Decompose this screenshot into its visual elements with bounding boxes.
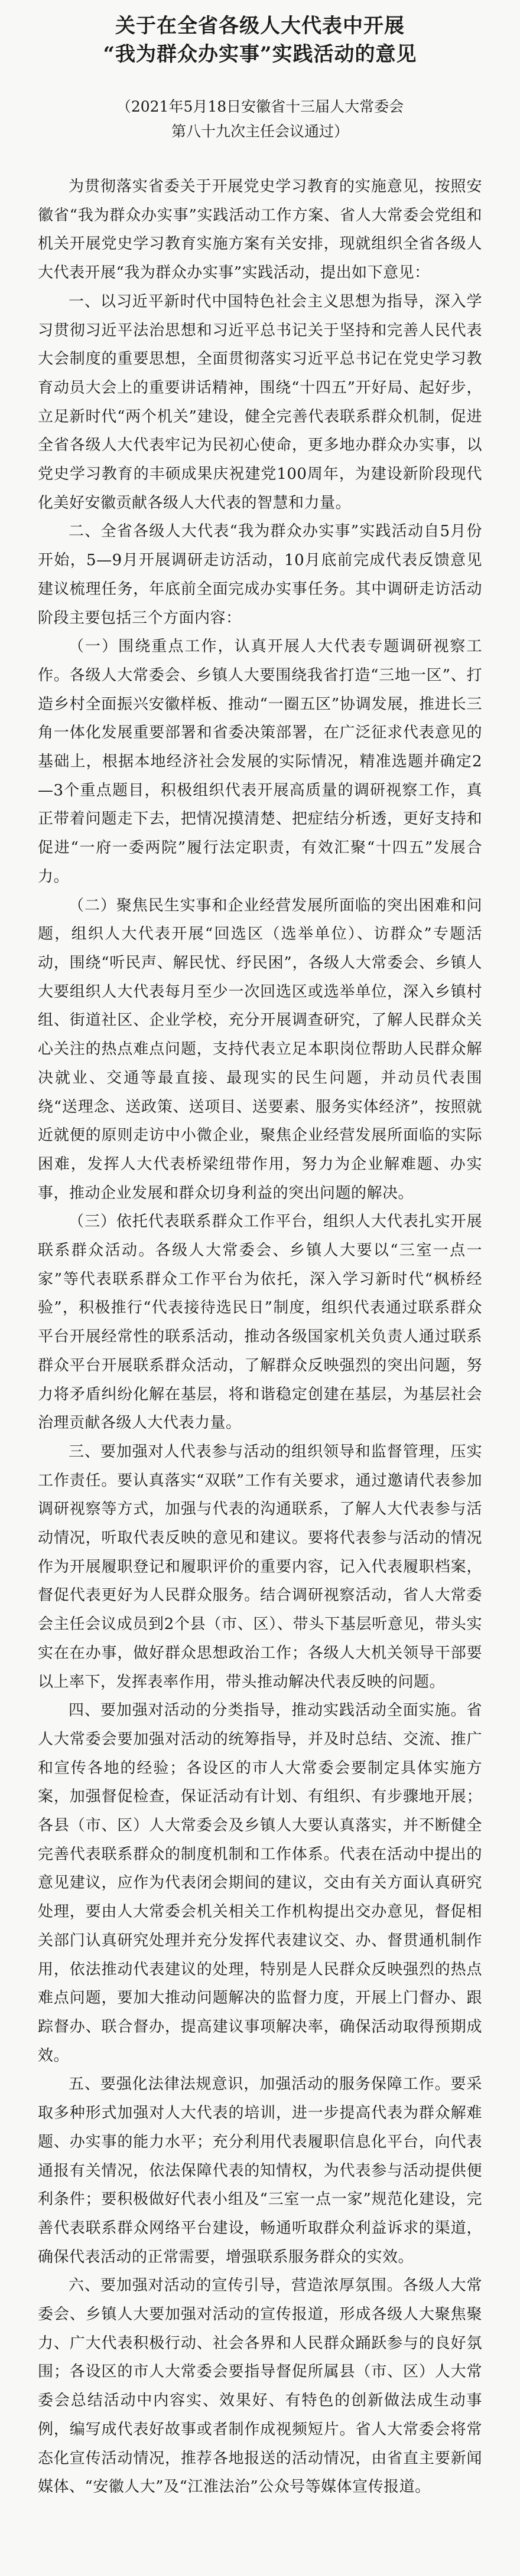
paragraph-section-3: 三、要加强对人代表参与活动的组织领导和监督管理，压实工作责任。要认真落实“双联”工作有关要求，通过邀请代表参加调研视察等方式，加强与代表的沟通联系，了解人大代表参与活动情况，听取代表反映的意见和建议。要将代表参与活动的情况作为开展履职登记和履职评价的重要内容，记入代表履职档案，督促代表更好为人民群众服务。结合调研视察活动，省人大常委会主任会议成员到2个县（市、区）、带头下基层听意见，带头实实在在办事，做好群众思想政治工作；各级人大机关领导干部要以上率下，发挥表率作用，带头推动解决代表反映的问题。 [38,1442,482,1691]
document-title-line-2: “我为群众办实事”实践活动的意见 [103,43,417,66]
paragraph-subsection-2: （二）聚焦民生实事和企业经营发展所面临的突出困难和问题，组织人大代表开展“回选区（选举单位）、访群众”专题活动，围绕“听民声、解民忧、纾民困”，各级人大常委会、乡镇人大要组织人大代表每月至少一次回选区或选举单位，深入乡镇村组、街道社区、企业学校，充分开展调查研究，了解人民群众关心关注的热点难点问题，支持代表立足本职岗位帮助人民群众解决就业、交通等最直接、最现实的民生问题，并动员代表围绕“送理念、送政策、送项目、送要素、服务实体经济”，按照就近就便的原则走访中小微企业，聚焦企业经营发展所面临的实际困难，发挥人大代表桥梁纽带作用，努力为企业解难题、办实事，推动企业发展和群众切身利益的突出问题的解决。 [38,896,482,1202]
paragraph-subsection-3: （三）依托代表联系群众工作平台，组织人大代表扎实开展联系群众活动。各级人大常委会、乡镇人大要以“三室一点一家”等代表联系群众工作平台为依托，深入学习新时代“枫桥经验”，积极推行“代表接待选民日”制度，组织代表通过联系群众平台开展经常性的联系活动，推动各级国家机关负责人通过联系群众平台开展联系群众活动，了解群众反映强烈的突出问题，努力将矛盾纠纷化解在基层，将和谐稳定创建在基层，为基层社会治理贡献各级人大代表力量。 [38,1213,482,1432]
document-body [38,172,482,2502]
paragraph-section-1: 一、以习近平新时代中国特色社会主义思想为指导，深入学习贯彻习近平法治思想和习近平总书记关于坚持和完善人民代表大会制度的重要思想，全面贯彻落实习近平总书记在党史学习教育动员大会上的重要讲话精神，围绕“十四五”开好局、起好步，立足新时代“两个机关”建设，健全完善代表联系群众机制，促进全省各级人大代表牢记为民初心使命，更多地办群众办实事，以党史学习教育的丰硕成果庆祝建党100周年，为建设新阶段现代化美好安徽贡献各级人大代表的智慧和力量。 [38,292,482,512]
paragraph-intro: 为贯彻落实省委关于开展党史学习教育的实施意见，按照安徽省“我为群众办实事”实践活动工作方案、省人大常委会党组和机关开展党史学习教育实施方案有关安排，现就组织全省各级人大代表开展“我为群众办实事”实践活动，提出如下意见： [38,178,482,282]
paragraph-section-5: 五、要强化法律法规意识，加强活动的服务保障工作。要采取多种形式加强对人大代表的培训，进一步提高代表为群众解难题、办实事的能力水平；充分利用代表履职信息化平台，向代表通报有关情况，依法保障代表的知情权，为代表参与活动提供便利条件；要积极做好代表小组及“三室一点一家”规范化建设，完善代表联系群众网络平台建设，畅通听取群众利益诉求的渠道，确保代表活动的正常需要，增强联系服务群众的实效。 [38,2075,482,2266]
paragraph-section-2: 二、全省各级人大代表“我为群众办实事”实践活动自5月份开始，5—9月开展调研走访活动，10月底前完成代表反馈意见建议梳理任务，年底前全面完成办实事任务。其中调研走访活动阶段主要包括三个方面内容： [38,523,482,627]
adoption-note-line-2: 第八十九次主任会议通过） [171,123,349,140]
document-title [38,12,482,68]
adoption-note [38,94,482,144]
paragraph-subsection-1: （一）围绕重点工作，认真开展人大代表专题调研视察工作。各级人大常委会、乡镇人大要围绕我省打造“三地一区”、打造乡村全面振兴安徽样板、推动“一圈五区”协调发展，推进长三角一体化发展重要部署和省委决策部署，在广泛征求代表意见的基础上，根据本地经济社会发展的实际情况，精准选题并确定2—3个重点题目，积极组织代表开展高质量的调研视察工作，真正带着问题走下去，把情况摸清楚、把症结分析透，更好支持和促进“一府一委两院”履行法定职责，有效汇聚“十四五”发展合力。 [38,638,482,886]
paragraph-section-6: 六、要加强对活动的宣传引导，营造浓厚氛围。各级人大常委会、乡镇人大要加强对活动的宣传报道，形成各级人大聚焦聚力、广大代表积极行动、社会各界和人民群众踊跃参与的良好氛围；各设区的市人大常委会要指导督促所属县（市、区）人大常委会总结活动中内容实、效果好、有特色的创新做法成生动事例，编写成代表好故事或者制作成视频短片。省人大常委会将常态化宣传活动情况，推荐各地报送的活动情况，由省直主要新闻媒体、“安徽人大”及“江淮法治”公众号等媒体宣传报道。 [38,2277,482,2496]
document-title-line-1: 关于在全省各级人大代表中开展 [115,14,405,38]
paragraph-section-4: 四、要加强对活动的分类指导，推动实践活动全面实施。省人大常委会要加强对活动的统筹指导，并及时总结、交流、推广和宣传各地的经验；各设区的市人大常委会要制定具体实施方案，加强督促检查，保证活动有计划、有组织、有步骤地开展；各县（市、区）人大常委会及乡镇人大要认真落实，并不断健全完善代表联系群众的制度机制和工作体系。代表在活动中提出的意见建议，应作为代表闭会期间的建议，交由有关方面认真研究处理，要由人大常委会机关相关工作机构提出交办意见，督促相关部门认真研究处理并充分发挥代表建议交、办、督贯通机制作用，依法推动代表建议的处理，特别是人民群众反映强烈的热点难点问题，要加大推动问题解决的监督力度，开展上门督办、跟踪督办、联合督办，提高建议事项解决率，确保活动取得预期成效。 [38,1702,482,2065]
adoption-note-line-1: （2021年5月18日安徽省十三届人大常委会 [116,98,404,115]
